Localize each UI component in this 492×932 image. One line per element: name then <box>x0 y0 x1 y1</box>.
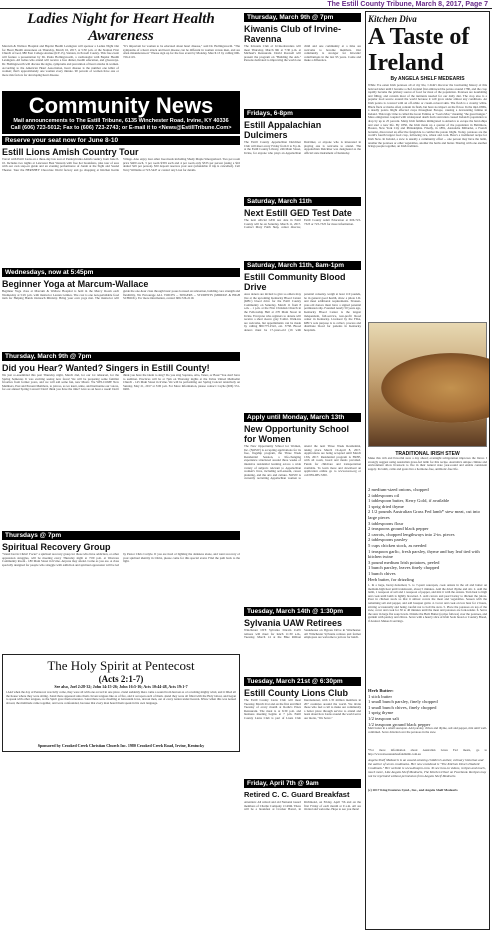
ged-body: The next official GED test date in Estill County will be on Saturday, March 11, 2017. Contact Mary Faith Skip, center director, Estill County Adult Education at 606-723-7323 or 723-7325 for more information. <box>244 219 361 230</box>
herb-butter-item: 1 small bunch chives, finely chopped <box>368 704 437 710</box>
community-news-banner <box>2 91 240 134</box>
amish-title: Estill Lions Amish Country Tour <box>2 147 139 157</box>
holy-reference: (Acts 2:1-7) <box>98 674 144 684</box>
ingredient-item: 2 1/2 pounds Australian Grass Fed lamb* stew meat, cut into large pieces <box>368 509 480 520</box>
ingredient-item: Herb butter, for drizzling <box>368 576 414 582</box>
author-bio: Angela Shelf Medearis is an award-winning children's author, culinary historian and the author of seven cookbooks. Her new cookbook is "The Kitchen Diva's Diabetic Cookbook." Her website is www.divapro.com. To see how-to videos, recipes and much, much more, Like Angela Shelf Medearis, The Kitchen Diva! on Facebook. Recipes may not be reprinted without permission from Angela Shelf Medearis. <box>368 758 487 779</box>
marcum-body: Beginner Yoga class at Marcum & Wallace Hospital is held in the Mercy Room each Wednesday at 5:45 p.m. with instructor Lauren Grimes. The cost is one non-perishable food item for Helping Hands Outreach Ministry. Bring your own yoga mat. The instructor will guide the one-hour class through basic poses focused on relaxation, building core strength and flexibility. We Encourage ALL VOICES -- SINGERS -- STUDENTS (MIDDLE & HIGH SCHOOL). For more information, contact 606-726-2119. <box>2 290 240 301</box>
ladies-quote: "It's important for women to be educated about heart disease," said Dr. Hollingsworth. "The symptoms of a heart attack and heart disease can be different in women versus men, and are often misunderstood." Please sign up for the free event by Monday, March 13 by calling 606-726-2119. <box>123 45 240 59</box>
singers-bar: Thursday, March 9th @ 7pm <box>2 352 240 361</box>
kitchen-title: A Taste of Ireland <box>368 24 470 76</box>
herb-butter-item: 1 sprig thyme <box>368 710 394 716</box>
recipe-method: 1. In a large, heavy-bottomed, 5- to 7-quart saucepan, cook onions in the oil and butter on medium-high heat until translucent, about 5 minutes. Add the dried thyme and stir. 2. Add the lamb, 1 teaspoon of salt and 1 teaspoon of pepper, and mix it with the onions. Turn heat to high and cook until lamb is lightly browned. 3. Add carrots and pearl barley to thicken the juices. Pour in chicken stock so that it almost covers the meat and vegetables. Season with the remaining salt and pepper, and add bouquet garni. 4. Cover and cook on low heat for 2 hours, stirring occasionally and being careful not to boil the stew. 5. Place the potatoes on top of the stew, cover and cook for 30 to 40 minutes until the meat and potatoes are fork-tender. 6. Serve the stew in large flat soup bowls. Drizzle the Herb Butter (recipe follows) over the potatoes, and garnish with parsley and chives. Serve with a hearty slice of Irish Soda bread or Country Bread, if desired. Makes 6 servings. <box>368 584 487 624</box>
opportunity-bar: Apply until Monday, March 13th <box>244 413 361 422</box>
guard-title: Retired C. C. Guard Breakfast <box>244 790 350 799</box>
left-column <box>2 11 240 930</box>
marcum-title: Beginner Yoga at Marcum-Wallace <box>2 279 149 289</box>
ingredient-item: 1 bunch chives <box>368 570 396 576</box>
herb-butter-title: Herb Butter: <box>368 688 394 694</box>
community-title: Community News <box>28 93 214 118</box>
spiritual-body: "Stand fast in Christ! Focus" a spiritual recovery group for those who have addiction, or other oppression struggles, will be meeting every Thursday night at 7:00 p.m. at Westcare Community Room - 180 Main Street in Irvine. Anyone may attend. Come as you are. A class specially designed for people who struggle with addiction and spiritual oppression will be led by Pastor Chris Carlyle. If you are tired of fighting the darkness alone, and want recovery of your spiritual identity in Christ, please come for this special event. Find the path back to the light. <box>2 553 240 567</box>
irish-stew-photo <box>368 322 487 447</box>
ingredient-item: 1 sprig dried thyme <box>368 503 404 509</box>
kitchen-body: While I've eaten Irish potatoes all of my life, I didn't discover the fascinating history of this beloved tuber until I became a chef. Ireland first embraced the potato around 1780, and the crop rapidly became the primary source of food for most of the population. Potatoes are nourishing and filling, and contain most of the nutrients needed for our daily diet. The crop also is a popular food source around the world because it will grow under almost any conditions. An Irish potato is covered with an off-white or cream-colored skin. The flesh is a creamy white. Black fleck or marks often contain its flesh, but have no impact on the flavor. In the mid-1800s, a deadly potato blight affected crops throughout Europe, causing a devastating famine in Ireland. This tragic time is called the Great Famine or "Gorta Mor," meaning "the great hunger." Mass emigration coupled with widespread death from starvation caused Ireland's population to drop by up to 25 percent. Many Irish families immigrated to America to escape the hard-ships and start a new life. By 1850, the Irish made up a quarter of the population in Baltimore, Boston, New York City and Philadelphia. Finally, in 1881, Alexandre Millardet, a French botanist, discovered an effective fungicide to combat the potato blight. Today, potatoes are the world's fourth largest food crop, following rice, wheat and corn. Here's a traditional recipe for Irish Stew. In Ireland, a stew is usually a community effort -- one person may have the lamb, another the potatoes or other vegetables, another the herbs and butter. Sharing with one another brings people together, an Irish tradition. <box>368 84 487 149</box>
ged-title: Next Estill GED Test Date <box>244 208 352 218</box>
herb-butter-list <box>368 694 487 728</box>
ingredient-list <box>368 487 487 582</box>
lions-title: Estill County Lions Club <box>244 688 348 698</box>
blood-body: Area donors are invited to give so others may live at the upcoming Kentucky Blood Center (KBC) blood drive for the Estill County Community on Saturday, March 11 from 8 a.m. - 1 p.m. at the First Christian Church in the Fellowship Hall at 270 Main Street in Irvine. Everyone who registers to donate will receive a short sleeve gray T-shirt. Walk-ins are welcome, but appointments can be made by calling 800.775.2522, ext. 3758. Blood donors must be 17-years-old (16 with parental consent), weigh at least 110 pounds, be in general good health, show a photo I.D. and meet additional requirements. Sixteen-year-old donors must have a signed parental permission slip. Founded nearly 50 years ago, Kentucky Blood Center is the largest independent, full-service, non-profit blood center in Kentucky. Licensed by the FDA, KBC's sole purpose is to collect, process and distribute blood for patients in Kentucky hospitals. <box>244 293 361 332</box>
community-mail: Mail announcements to The Estill Tribune, 6135 Winchester Road, Irvine, KY 40336 <box>13 118 229 124</box>
amish-body: Travel with Estill Lions on a three-day bus tour of Pennsylvania Amish country from June 8-10. Includes two nights at Lancaster Best Western with free hot breakfasts, plus tour of area with our own step-on guide and an evening performance of Jonah at the Sight and Sound Theater. Tour the HERSHEY Chocolate World factory and go shopping at Kitchen Kettle Village. Also enjoy four other free meals including Shady Maple Smorgasbord. Two per room price $400 each, 3 per room $359 each and 4 per room only $333 per person (using a $16 deduct $45 per person). $50 deposit reserves your seat (refundable if trip is cancelled). Call Terry Williams at 723-5447 or contact any Lion for details. <box>2 158 240 172</box>
guard-bar: Friday, April 7th @ 9am <box>244 779 361 788</box>
kiwanis-bar: Thursday, March 9th @ 7pm <box>244 13 361 22</box>
dulcimer-bar: Fridays, 6-8pm <box>244 109 361 118</box>
ladies-body: Marcum & Wallace Hospital and Baptist Health Lexington will sponsor a Ladies Night Out for Heart Health Awareness on Thursday, March 16, 2017, at 5:30 p.m. at the Stanton First Church of God, 980 East College Avenue (KY-15), Stanton, in Powell County. This free event will feature a presentation by Dr. Paula Hollingsworth, a cardiologist with Baptist Health Lexington. All ladies who attend will receive a free dinner, health education, and giveaways. Dr. Hollingsworth will discuss the signs, symptoms and prevention of heart attacks in women. According to the American Heart Association, heart disease is the number one killer of women; that's approximately one woman every minute. 90 percent of women have one or more risk factors for developing heart disease. <box>2 45 119 77</box>
lions-body: The Estill County Lions Club will meet Tuesday, March 21st and on the first and third Tuesday of every month at Rodie's Pizza Restaurant. The meal is at 6:30 p.m. and business meeting begins at 7 p.m. Estill County Lions Club is part of Lions Club International, with 1.35 million members in 207 countries around the world. We invite those who feel a call to make our community a better place through service to attend and learn about how Lions around the world serve our motto, "We Serve." <box>244 699 361 720</box>
kitchen-diva-column <box>365 11 490 930</box>
dulcimer-title: Estill Appalachian Dulcimers <box>244 120 322 140</box>
masthead-text: The Estill County Tribune, March 8, 2017, Page 7 <box>327 1 488 8</box>
ingredient-item: 3 tablespoons flour <box>368 520 404 526</box>
spiritual-bar: Thursdays @ 7pm <box>2 531 240 540</box>
uaw-bar: Tuesday, March 14th @ 1:30pm <box>244 607 361 616</box>
herb-butter-item: 1/2 teaspoon ground black pepper <box>368 721 431 727</box>
kiwanis-body: The Kiwanis Club of Irvine-Ravenna will meet Thursday, March 9th at 7:30 p.m. at Michael's Restaurant. David Roswell will present the program on "Building the Ark." Persons dedicated to improving the world one child and one community at a time are welcome to become members. Our community is stronger for Kiwanis' contributions in the last 95 years. Come and make a difference. <box>244 45 361 63</box>
reserve-bar: Reserve your seat now for June 8-10 <box>2 136 240 145</box>
ingredient-item: 5 cups chicken stock, as needed <box>368 542 427 548</box>
herb-butter-item: 1 stick butter <box>368 693 392 699</box>
holy-title: The Holy Spirit at Pentecost <box>47 658 195 673</box>
copyright: (c) 2017 King Features Synd., Inc., and Angela Shelf Medearis <box>368 788 458 793</box>
ladies-title: Ladies Night for Heart Health Awareness <box>27 11 215 44</box>
ingredient-item: 2 teaspoons ground black pepper <box>368 526 429 532</box>
guard-body: Attention: All retired and old National Guard members of Charlie Company 1/149th. There will be a breakfast at Cracker Barrel, in Richmond, on Friday, April 7th and on the first Friday of each month at 9 a.m. All are invited and welcome. Hope to see you there! <box>244 801 361 812</box>
masthead <box>0 0 492 9</box>
kitchen-label: Kitchen Diva <box>368 14 417 24</box>
herb-butter-item: 1 small bunch parsley, finely chopped <box>368 699 438 705</box>
community-call: Call (606) 723-5012; Fax to (606) 723-2743; or E-mail it to <News@EstillTribune.Com> <box>10 124 232 131</box>
kiwanis-title: Kiwanis Club of Irvine-Ravenna <box>244 24 342 44</box>
herb-butter-body: Melt butter in a small saucepan. Add parsley, chives and thyme, salt and pepper, mix until well-combined. Serve drizzled over the potatoes in the stew. <box>368 727 487 734</box>
kitchen-byline: By ANGELA SHELF MEDEARIS <box>390 76 465 82</box>
lions-bar: Tuesday, March 21st @ 6:30pm <box>244 677 361 686</box>
singers-body: We just re-assembled this past Thursday night, March 2nd, for our 1st rehearsal, for the Spring Semester. It was exciting seeing new faces! We will be preparing some familiar favorites from former years, and we will add some fun, new Music. We WELCOME New Members, Past and Present Members, to join us, as we learn, unite, and harmonize our voices, for our annual Spring Concert! Don't think you have the time? Give us an hour a week! Don't think you have the talent to sing? Do you sing Soprano, Alto, Tenor, or Bass? You don't have to audition. Practices will be at 7pm on Thursday nights at the Irvine United Methodist Church - 145 Main Street in Irvine. We will be performing our Spring Concert tentatively on Sunday, May 21, 2017 at 3:00 p.m. For More Information, please contact: Caylie (606) 531-0465. <box>2 374 240 392</box>
recipe-footnote: *For more information about Australian Grass Fed meats, go to http://www.trueaussiebeefandlamb.com.au <box>368 748 487 756</box>
holy-see-also: See also, Joel 2:28-32; John 14:15-26; John 16:5-16; Acts 10:44-48, Acts 19:1-7 <box>54 684 188 689</box>
ingredient-item: 2 tablespoons oil <box>368 492 400 498</box>
singers-title: Did you Hear? Wanted? Singers in Estill County! <box>2 363 210 373</box>
uaw-body: Winchester OTE Sylvania /Osram UAW retirees will meet for lunch 11:30 a.m., Tuesday, March 14 at the Blue Ribbon Steakhouse on Bypass Drive in Winchester. All Winchester Sylvania retirees and former employees are welcome to join us for lunch. <box>244 629 361 640</box>
stew-bowl <box>381 353 490 423</box>
recipe-intro: Make this rich and flavorful stew a day ahead; overnight refrigeration improves the flavor. I strongly suggest using Australian grass-fed lamb for this recipe. Australia's unique climate and environment allow livestock to live in their natural state year-round and enable consistent supply. Its lamb, cattle and goats live a hormone-free, antibiotic-free life. <box>368 457 487 471</box>
opportunity-title: New Opportunity School for Women <box>244 424 349 444</box>
holy-spirit-box <box>2 654 240 752</box>
ingredient-item: 1 tablespoon butter, Kerry Gold, if available <box>368 498 450 504</box>
middle-column <box>244 11 361 930</box>
blood-title: Estill Community Blood Drive <box>244 272 346 292</box>
ingredient-item: 2 carrots, chopped lengthways into 2-in. pieces <box>368 531 455 537</box>
spiritual-title: Spiritual Recovery Group <box>2 542 111 552</box>
ingredient-item: 2 medium-sized onions, chopped <box>368 487 429 492</box>
dulcimer-body: The Estill County Appalachian Dulcimer Club will meet every Friday from 6 to 8 p.m. at the Estill County Library, 246 Main Street, Irvine, for anyone who plays an Appalachian Dulcimer, or anyone who is interested in playing one is welcome to attend. The Appalachian Dulcimer was designated as the official state instrument of Kentucky. <box>244 141 361 155</box>
ingredient-item: 2 tablespoons parsley <box>368 537 408 543</box>
holy-body: 1And when the day of Pentecost was fully come, they were all with one accord in one place. 2And suddenly there came a sound from heaven as of a rushing mighty wind, and it filled all the house where they were sitting. 3And there appeared unto them cloven tongues like as of fire, and it sat upon each of them. 4And they were all filled with the Holy Ghost, and began to speak with other tongues, as the Spirit gave them utterance. 5And there were dwelling at Jerusalem Jews, devout men, out of every nation under heaven. 6Now when this was noised abroad, the multitude came together, and were confounded, because that every man heard them speak in his own language. <box>6 691 236 705</box>
blood-bar: Saturday, March 11th, 8am-1pm <box>244 261 361 270</box>
ingredient-item: 3 pound medium Irish potatoes, peeled <box>368 559 440 565</box>
holy-sponsor: Sponsored by Crooked Creek Christian Church Inc. 1980 Crooked Creek Road, Irvine, Kentucky <box>37 743 205 748</box>
opportunity-body: The New Opportunity School for Women, Inc. (NOSW) is accepting applications for its free, flagship program, the Three Week Residential Session, a life-changing experience structured around three weeks of intensive residential learning across a wide variety of subjects relevant to Appalachian women's lives, including self-esteem, career planning, and the arts and culture. NOSW is currently recruiting Appalachian women to attend the next Three Week Residential, taking place March 19-April 8, 2017. Applications are being accepted until March 13th, 2017. Residential program is FREE, with all room, board and meals provided. Funds for childcare and transportation available. To learn more and download an application online go to www.nosw.org or call 859-985-7200. <box>244 445 361 481</box>
uaw-title: Sylvania UAW Retirees <box>244 618 343 628</box>
ingredient-item: 1 bunch parsley, leaves finely chopped <box>368 565 440 571</box>
recipe-title: TRADITIONAL IRISH STEW <box>395 451 460 457</box>
herb-butter-item: 1/2 teaspoon salt <box>368 716 399 722</box>
ged-bar: Saturday, March 11th <box>244 197 361 206</box>
ingredient-item: 1 teaspoon garlic, fresh parsley, thyme and bay leaf tied with kitchen twine <box>368 548 480 560</box>
wednesdays-bar: Wednesdays, now at 5:45pm <box>2 268 240 277</box>
